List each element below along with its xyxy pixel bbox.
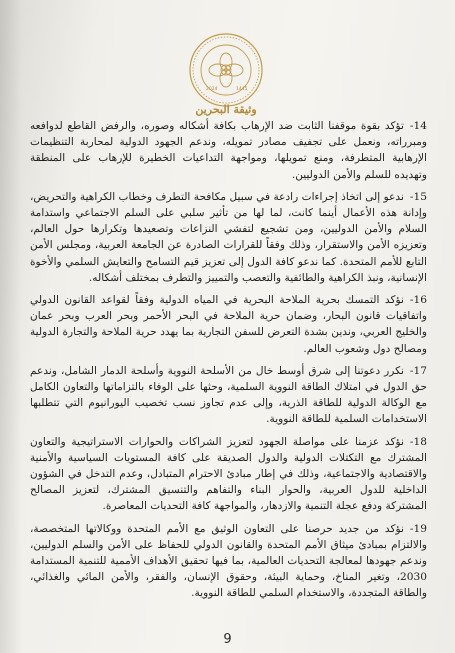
- paragraph-number: 19-: [409, 522, 427, 535]
- paragraph-number: 16-: [409, 294, 427, 307]
- paragraph-18: [30, 434, 427, 515]
- paragraph-number: 14-: [409, 120, 427, 132]
- document-body: [30, 118, 427, 608]
- seal-year-left: 2024: [206, 87, 218, 92]
- paragraph-text: ندعو إلى اتخاذ إجراءات رادعة في سبيل مكافحة التطرف وخطاب الكراهية والتحريض، وإدانة هذه الأعمال أينما كانت، لما لها من تأثير سلبي على السلم الاجتماعي واستدامة السلام والأمن الدوليين، ومن تشجيع لتفشي النزاعات وتصعيدها وتكرارها حول العالم، وتعزيزه الأمن والاستقرار، وذلك وفقاً للقرارات الصادرة عن الجامعة العربية، ومجلس الأمن التابع للأمم المتحدة. كما ندعو كافة الدول إلى تعزيز قيم التسامح والتعايش السلمي والأخوة الإنسانية، ونبذ الكراهية والطائفية والتعصب والتمييز والتطرف بمختلف أشكاله.: [30, 190, 427, 284]
- page-number: 9: [223, 632, 232, 647]
- paragraph-19: [30, 521, 427, 602]
- paragraph-17: [30, 363, 427, 428]
- seal-year-right: 1445: [236, 87, 248, 92]
- paragraph-14: [30, 118, 427, 183]
- paragraph-text: نؤكد التمسك بحرية الملاحة البحرية في المياه الدولية وفقاً لقواعد القانون الدولي واتفاقيات قانون البحار، وضمان حرية الملاحة في البحر الأحمر وبحر العرب وبحر عمان والخليج العربي، وندين بشدة التعرض للسفن التجارية بما يهدد حرية الملاحة والتجارة الدولية ومصالح دول وشعوب العالم.: [30, 294, 427, 355]
- paragraph-text: نؤكد عزمنا على مواصلة الجهود لتعزيز الشراكات والحوارات الاستراتيجية والتعاون المشترك مع التكتلات الدولية والدول الصديقة على كافة المستويات السياسية والأمنية والاقتصادية والاجتماعية، وذلك في إطار مبادئ الاحترام المتبادل، وعدم التدخل في الشؤون الداخلية للدول العربية، والحوار البناء والتفاهم والتنسيق المشترك، لتعزيز المصالح المشتركة ودفع عجلة التنمية والازدهار، والمواجهة كافة التحديات المعاصرة.: [30, 435, 427, 513]
- paragraph-15: [30, 189, 427, 286]
- seal-caption: وثيقة البحرين: [195, 103, 257, 116]
- paragraph-text: تؤكد بقوة موقفنا الثابت ضد الإرهاب بكافة أشكاله وصوره، والرفض القاطع لدوافعه ومبرراته، ونعمل على تجفيف مصادر تمويله، وندعم الجهود الدولية لمحاربة التنظيمات الإرهابية المتطرفة، ومنع تمويلها، ومواجهة التداعيات الخطيرة للإرهاب على المنطقة وتهديده للسلم والأمن الدوليين.: [30, 120, 427, 181]
- paragraph-number: 17-: [409, 364, 427, 377]
- paragraph-16: [30, 292, 427, 357]
- paragraph-number: 15-: [409, 190, 427, 203]
- summit-emblem-icon: [186, 30, 266, 110]
- paragraph-number: 18-: [409, 435, 427, 448]
- paragraph-text: نكرر دعوتنا إلى شرق أوسط خال من الأسلحة النووية وأسلحة الدمار الشامل، وندعم حق الدول في امتلاك الطاقة النووية السلمية، وحثها على الوفاء بالتزاماتها والتعاون الكامل مع الوكالة الدولية للطاقة الذرية، وإلى عدم تجاوز نسب تخصيب اليورانيوم التي تتطلبها الاستخدامات السلمية للطاقة النووية.: [30, 364, 427, 426]
- paragraph-text: نؤكد من جديد حرصنا على التعاون الوثيق مع الأمم المتحدة ووكالاتها المتخصصة، والالتزام بمبادئ ميثاق الأمم المتحدة والقانون الدولي للحفاظ على الأمن والسلم الدوليين، وندعم جهودها لمعالجة التحديات العالمية، بما فيها تحقيق الأهداف الأممية للتنمية المستدامة 2030، وتغير المناخ، وحماية البيئة، وحقوق الإنسان، والفقر، والأمن المائي والغذائي، والطاقة المتجددة، والاستخدام السلمي للطاقة النووية.: [30, 522, 427, 600]
